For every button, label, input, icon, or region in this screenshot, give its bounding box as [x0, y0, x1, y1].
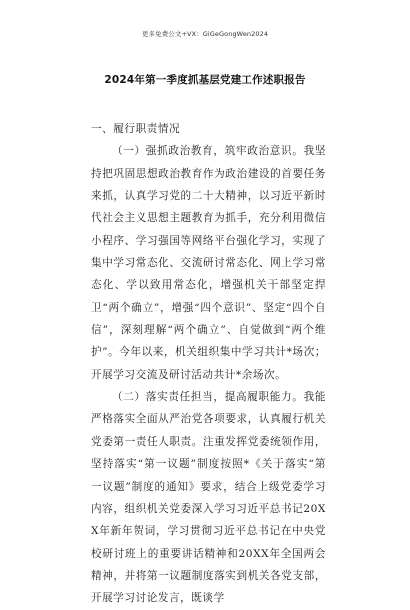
paragraph-2: （二）落实责任担当，提高履职能力。我能严格落实全面从严治党各项要求，认真履行机关党委第一责任人职责。注重发挥党委统领作用，坚持落实“第一议题”制度按照*《关于落实“第一议题”制度的通知》要求，结合上级党委学习内容，组织机关党委深入学习习近平总书记20XX年新年贺词，学习贯彻习近平总书记在中央党校研讨班上的重要讲话精神和20XX年全国两会精神，并将第一议题制度落实到机关各党支部，开展学习讨论发言，既谈学: [91, 391, 326, 605]
paragraph-1: （一）强抓政治教育，筑牢政治意识。我坚持把巩固思想政治教育作为政治建设的首要任务来抓，认真学习党的二十大精神，以习近平新时代社会主义思想主题教育为抓手，充分利用微信小程序、学习强国等网络平台强化学习，实现了集中学习常态化、交流研讨常态化、网上学习常态化、学以致用常态化，增强机关干部坚定捍卫“两个确立”，增强“四个意识”、坚定“四个自信”，深刻理解“两个确立”、自觉做到“两个维护”。今年以来，机关组织集中学习共计*场次；开展学习交流及研讨活动共计*余场次。: [91, 145, 326, 381]
header-note: 更多免费公文+VX：GiGeGongWen2024: [141, 30, 269, 38]
document-title: 2024年第一季度抓基层党建工作述职报告: [104, 74, 306, 86]
section-heading: 一、履行职责情况: [91, 123, 181, 135]
document-body: [91, 118, 326, 610]
